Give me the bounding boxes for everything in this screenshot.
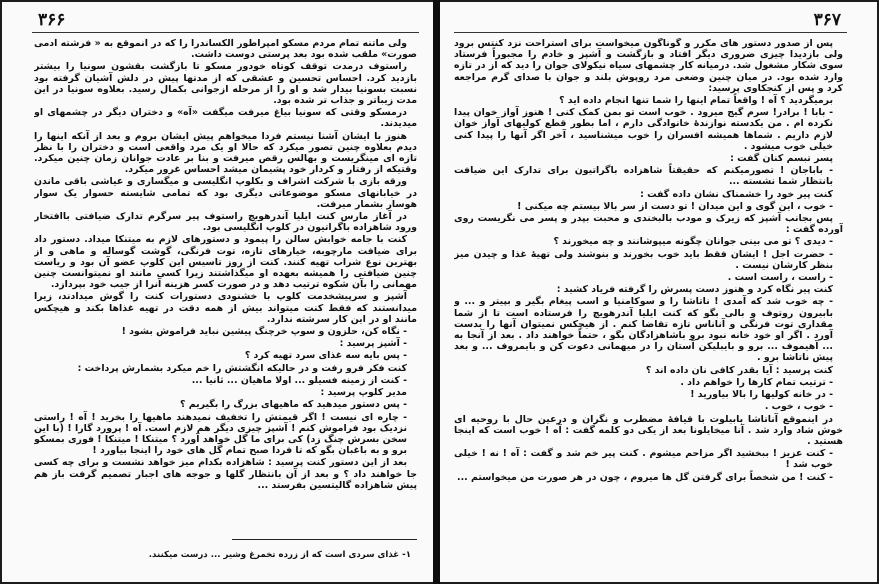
body-text <box>454 38 843 576</box>
book-gutter <box>433 0 440 584</box>
header-rule <box>32 32 419 33</box>
paragraph: - راست ، راست است . <box>727 272 833 284</box>
footnote-rule <box>232 539 417 540</box>
paragraph: درمسکو وقتی که سونیا بیاغ میرفت میگفت «آه» و دختران دیگر در چشمهای او میدیدند. <box>34 107 417 130</box>
left-page <box>2 2 433 582</box>
paragraph: کنت با جامه خوابش سالن را پیمود و دستورهای لازم به میتنکا میداد. دستور داد برای ضیافت مارچوبه، خیارهای تازه، توت فرنگی، گوشت گوساله و ماهی و از بهترین نوع شراب تهیه کنند. کنت از روز تاسیس این کلوپ عضو آن بود و ریاست چنین ضیافتی را همیشه بعهده او میگذاشتند زیرا کسی مانند او نمیتوانست چنین مهمانی را بآن شکوه ترتیب دهد و در صورت کسر هزینه آنرا از جیب خود بپردازد. <box>34 234 417 291</box>
paragraph: کنت پیر نگاه کرد و هنوز دست پسرش را گرفته فریاد کشید : <box>556 284 833 296</box>
paragraph: - نگاه کن، حلزون و سوپ خرچنگ پیشین نباید فراموش بشود ! <box>121 326 407 338</box>
paragraph: کنت فکر فرو رفت و در حالیکه انگشتش را خم میکرد بشمارش پرداخت : <box>77 362 407 374</box>
page-number: ۳۶۷ <box>813 10 841 30</box>
paragraph: - کنت عزیز ! ببخشید اگر مزاحم میشوم . کنت پیر خم شد و گفت : آه ! نه ! خیلی خوب شد ! <box>454 448 833 471</box>
paragraph: - حضرت اجل ! ایشان فقط باید خوب بخورند و بنوشند ولی تهیهٔ غذا و چیدن میز بنظر کارشان نیست . <box>454 248 833 271</box>
body-text <box>34 38 417 540</box>
paragraph: - باباجان ! تصورمیکنم که حقیقتاً شاهزاده باگراتیون برای تدارک این ضیافت بانتظار شما نشسته ... <box>454 165 833 188</box>
paragraph: راستوف درمدت توقف کوتاه خودور مسکو تا بازگشت بقشون سونیا را بیشتر بازدید کرد. احساس تحسین و عشقی که از مدتها پیش در دلش آشیان گرفته بود نسبت بسونیا بیدار شد و او را از مرحله ازجوانی بکمال رسید. بعلاوه سونیا در این مدت زیباتر و جذاب تر شده بود. <box>34 61 417 107</box>
paragraph: هنوز با ایشان آشنا نیستم فردا میخواهم پیش ایشان بروم و بعد از آنکه اینها را دیدم بعلاوه چنین تصور میکرد که حالا او یک مرد واقعی است و دختران را با نظر تازه ای مینگریست و بهالس رقص میرفت و بنا بر عادت جوانان زمان چنین میکرد. وقتیکه از رفتار و کردار خود پشیمان میشد احساس غرور میکرد. <box>34 130 417 176</box>
paragraph: در آغاز مارس کنت ایلیا آندرهویچ راستوف پیر سرگرم تدارک ضیافتی باافتخار ورود شاهزاده باگراتیون در کلوپ انگلیسی بود. <box>34 211 417 234</box>
paragraph: - خوب ، خوب . <box>764 401 833 413</box>
paragraph: - کنت از زمینه فسیلو ... اولا ماهیان ... ثانیا ... <box>191 374 407 386</box>
footnote: ۱- غذای سردی است که از زرده تخمرغ وشیر ... درست میکنند. <box>148 550 411 560</box>
right-page <box>440 2 877 582</box>
paragraph: ولی ماتنه تمام مردم مسکو امپراطور آلکساندرا را که در آنموقع به « فرشته آدمی صورت» ملقب شده بود بعد پرستی دوست داشت. <box>34 38 417 61</box>
paragraph: - بابا ! برادر! سرم گیج میرود . خوب است تو بمن کمک کنی ! هنوز آواز خوان پیدا نکرده ام . من یکدسته نوازندهٔ خانوادگی دارم ، اما بطور قطع کولیهای آواز خوان لازم داریم . شماها همیشه افسران را خوب میشناسید ، آخر اگر آنها را پیدا کنی خیلی خوب میشود . <box>454 107 833 152</box>
paragraph: کنت پرسید : آیا بقدر کافی نان داده اند ؟ <box>645 364 833 376</box>
paragraph: - چاره ای نیست ! اگر قیمتش را تخفیف نمیدهند ماهیها را بخرید ! آه ! راستی نزدیک بود فراموش کنم ! آشپز چیزی دیگر هم لازم است. آه ! پرورد گارا ! (با این سخن بسرش چنگ زد) کی برای ما گل خواهد آورد ؟ میتنکا ! میتنکا ! فوری بمسکو برو و به باغبان بگو که تا فردا صبح تمام گل های خود را اینجا بیاورد ! <box>34 411 407 457</box>
paragraph: پسر تبسم کنان گفت : <box>730 153 833 165</box>
paragraph: - ترتیب تمام کارها را خواهم داد . <box>680 376 833 388</box>
paragraph: آشپز و سرپیشخدمت کلوپ با خشنودی دستورات کنت را گوش میدادند، زیرا میدانستند که فقط کنت میتواند بیش از همه دقت در تهیه غذاها بکند و هیچکس مانند او در این کار سرشته ندارد. <box>34 291 417 325</box>
paragraph: - پس دستور میدهید که ماهیهای بزرگ را بگیریم ؟ <box>180 399 407 411</box>
paragraph: برمیگردید ؟ آه ! واقعاً تمام اینها را شما تنها انجام داده اید ؟ <box>559 95 833 107</box>
paragraph: کنت پیر خود را خشمناک نشان داده گفت : <box>640 188 833 200</box>
paragraph: - آشپز پرسید : <box>339 338 407 350</box>
paragraph: پس بجانب آشپز که زیرک و مودب بالبخندی و محبت بپدر و پسر می نگریست روی آورده گفت : <box>454 213 843 236</box>
paragraph: بعد از این دستور کنت پرسید : شاهزاده بکدام میز خواهد نشست و برای چه کسی جا خواهند داد ؟ و بعد از آن بانتظار گلها و جوجه های اجبار تصمیم گرفت باز هم پیش شاهزاده گالیتسین بفرستد ... <box>34 457 417 491</box>
paragraph: - پس بایه سه غذای سرد تهیه کرد ؟ <box>244 350 407 362</box>
paragraph: مدیر کلوپ پرسید : <box>320 387 407 399</box>
paragraph: - کنت ! من شخصاً برای گرفتن گل ها میروم ، چون در هر صورت من میخواستم ... <box>457 471 833 483</box>
paragraph: پس از صدور دستور های مکرر و گوناگون میخواست برای استراحت نزد کنتس برود ولی بازدیدا چیزی ضروری دیگر افتاد و بازگشت و آشپز و خادم را مجبوراً فرستاد سوی شکار مشغول شد. درمیانه کار چشمهای سیاه نیکولای جوان را دید که از در تازه وارد شده بود. در میان چنین وضعی مرد روپوش بلند و جوان با صدای گرم مراجعه کرد و پس از کنجکاوی پرسید: <box>454 38 843 94</box>
paragraph: - خوب ، این گوی و این میدان ! تو دست از سر بالا بیستم چه میکنی ! <box>517 200 833 212</box>
paragraph: - دیدی ؟ تو می بینی جوانان چگونه میپوشانند و چه میخورند ؟ <box>553 236 833 248</box>
paragraph: - در خانه کولیها را بالا بیاورید ! <box>690 389 833 401</box>
paragraph: ورقه بازی با شرکت اشراف و بکلوپ انگلیسی و میگساری و عیاشی باقی ماندن در خیابانهای مسکو موضوعاتی دیگری بود که تمامی شایسته حسوار یک سوار هوسار بشمار میرفت. <box>34 176 417 210</box>
paragraph: در اینموقع آناتاشا بابیلوت با قیافهٔ مضطرب و نگران و درعین حال با روحیه ای خوش شاد وارد شد . آنا میخایلونا بعد از یکی دو کلمه گفت : آه ! خوب است که اینجا هستید . <box>454 413 843 447</box>
paragraph: - چه خوب شد که آمدی ! ناتاشا را و سوکامنیا و اسب پیغام بگیر و بپیتر و ... و بابیرون روتوف و بالی بگو که کنت ایلیا آندرهویچ را فرستاده است تا از شما مقداری توت فرنگی و آناناس تازه تقاضا کنم . از هیچکس نمیتوان آنها را بدست آورد . اگر او خود خانه نبود برو باشاهزادگان بگو ، حتماً خواهند داد . بعد از آنجا به ... آهیموف ... برو و بایبلیکن آستان را در میهمانی دعوت کن و بایمروف ... و بعد پیش ناتاشا برو . <box>454 296 833 364</box>
page-number: ۳۶۶ <box>38 10 66 30</box>
header-rule <box>454 32 847 33</box>
